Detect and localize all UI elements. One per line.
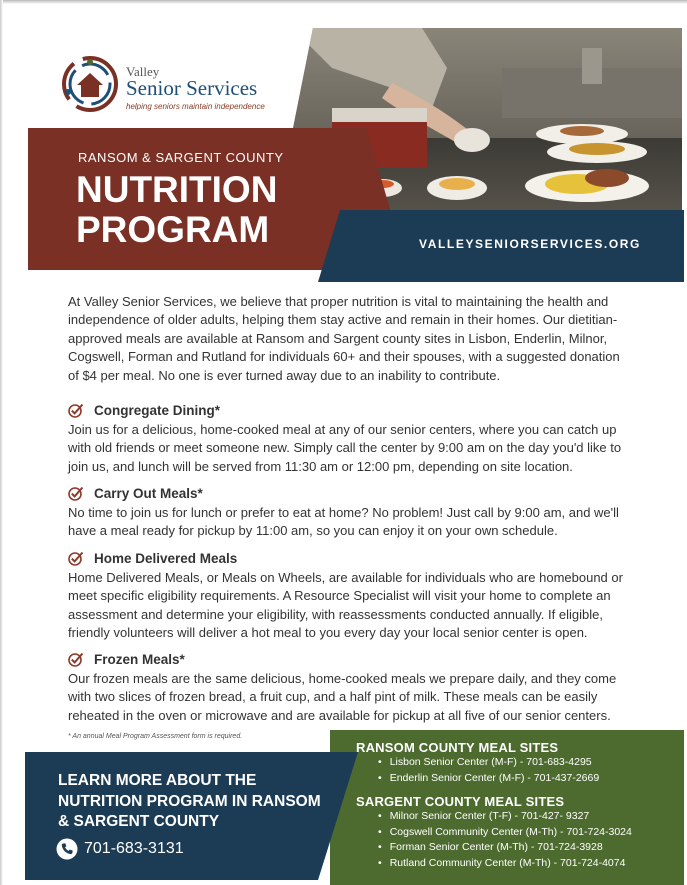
logo-company-name: Senior Services: [126, 76, 258, 100]
list-item: • Cogswell Community Center (M-Th) - 701-724-3024: [378, 825, 632, 841]
title-line-1: NUTRITION: [76, 169, 278, 210]
check-circle-icon: [68, 550, 84, 566]
footnote: * An annual Meal Program Assessment form is required.: [68, 733, 243, 740]
service-title: Home Delivered Meals: [94, 550, 238, 566]
banner-subtitle: RANSOM & SARGENT COUNTY: [78, 150, 284, 165]
service-title: Frozen Meals*: [94, 651, 185, 667]
service-title: Carry Out Meals*: [94, 485, 203, 501]
website-url: VALLEYSENIORSERVICES.ORG: [419, 237, 641, 251]
logo-valley-text: Valley: [126, 64, 160, 79]
check-circle-icon: [68, 485, 84, 501]
list-item: • Lisbon Senior Center (M-F) - 701-683-4295: [378, 755, 599, 771]
check-circle-icon: [68, 402, 84, 418]
service-carry-out-meals: [68, 483, 634, 541]
list-item: • Milnor Senior Center (T-F) - 701-427- 9327: [378, 809, 632, 825]
service-description: Join us for a delicious, home-cooked meal at any of our senior centers, where you can catch up with old friends or meet someone new. Simply call the center by 9:00 am on the day you'd like to join us, and lunch will be served from 11:30 am or 12:00 pm, depending on site location.: [68, 422, 622, 474]
phone-number: 701-683-3131: [84, 840, 184, 857]
sargent-sites-heading: SARGENT COUNTY MEAL SITES: [356, 794, 565, 809]
ransom-sites-heading: RANSOM COUNTY MEAL SITES: [356, 740, 559, 755]
phone-icon: [56, 838, 78, 860]
scan-edge-top: [0, 0, 687, 4]
page-title: [76, 170, 277, 250]
contact-phone: [56, 838, 184, 860]
title-line-2: PROGRAM: [76, 209, 270, 250]
learn-more-heading: LEARN MORE ABOUT THE NUTRITION PROGRAM IN RANSOM & SARGENT COUNTY: [58, 772, 321, 830]
ransom-sites-list: [378, 755, 599, 786]
scan-edge-left: [0, 0, 3, 885]
valley-logo: [60, 54, 310, 116]
list-item: • Enderlin Senior Center (M-F) - 701-437-2669: [378, 771, 599, 787]
logo-tagline: helping seniors maintain independence: [126, 102, 265, 111]
check-circle-icon: [68, 651, 84, 667]
service-frozen-meals: [68, 649, 634, 725]
list-item: • Rutland Community Center (M-Th) - 701-724-4074: [378, 856, 632, 872]
service-description: Our frozen meals are the same delicious, home-cooked meals we prepare daily, and they come with two slices of frozen bread, a fruit cup, and a half pint of milk. These meals can be easily reheated in the oven or microwave and are available for pickup at all five of our senior centers.: [68, 671, 617, 723]
service-description: No time to join us for lunch or prefer to eat at home? No problem! Just call by 9:00 am, and we'll have a meal ready for pickup by 11:00 am, so you can enjoy it on your own schedule.: [68, 505, 619, 539]
list-item: • Forman Senior Center (M-Th) - 701-724-3928: [378, 840, 632, 856]
intro-paragraph: At Valley Senior Services, we believe that proper nutrition is vital to maintaining the health and independence of older adults, helping them stay active and remain in their homes. Our dietitian-approved meals are available at Ransom and Sargent county sites in Lisbon, Enderlin, Milnor, Cogswell, Forman and Rutland for individuals 60+ and their spouses, with a suggested donation of $4 per meal. No one is ever turned away due to an inability to contribute.: [68, 294, 620, 383]
service-title: Congregate Dining*: [94, 402, 221, 418]
service-congregate-dining: [68, 400, 634, 476]
service-description: Home Delivered Meals, or Meals on Wheels, are available for individuals who are homebound or meet specific eligibility requirements. A Resource Specialist will visit your home to complete an assessment and determine your eligibility, with reassessments conducted annually. If eligible, friendly volunteers will deliver a hot meal to you every day your local senior center is open.: [68, 570, 623, 641]
sargent-sites-list: [378, 809, 632, 871]
house-circle-logo-icon: [60, 54, 120, 114]
service-home-delivered-meals: [68, 548, 634, 643]
